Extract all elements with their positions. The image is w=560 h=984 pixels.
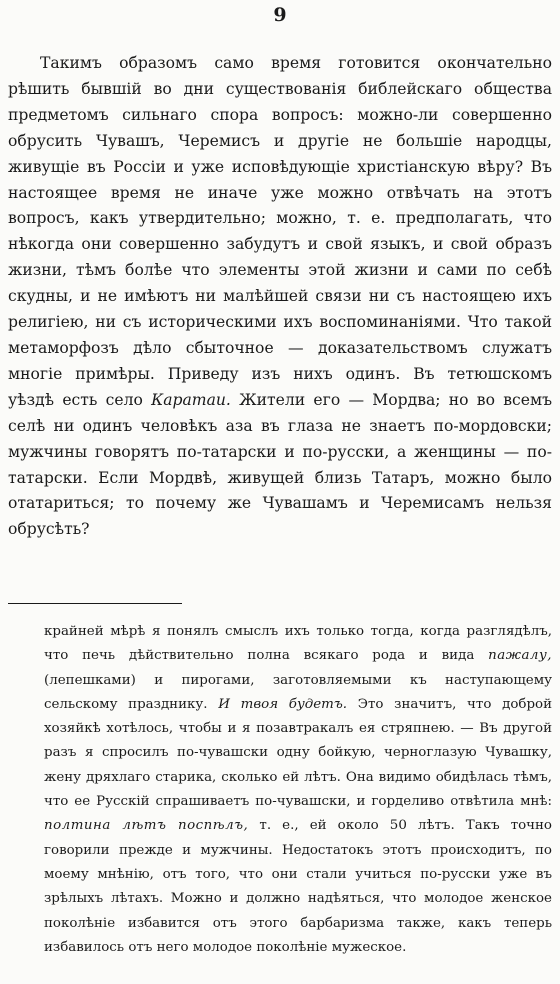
main-text-part-2: Жители его — Мордва; но во всемъ селѣ ни одинъ человѣкъ аза въ глаза не знаетъ по-мордовски; мужчины говорятъ по-татарски и по-русски, а женщины — по-татарски. Если Мордвѣ, живущей близь Татаръ, можно было отатариться; то почему же Чувашамъ и Черемисамъ нельзя обрусѣть? xyxy=(8,390,552,539)
footnote-text-1: крайней мѣрѣ я понялъ смыслъ ихъ только тогда, когда разглядѣлъ, что печь дѣйствительно полна всякаго рода и вида xyxy=(44,624,552,664)
footnote-quote-2: полтина лѣтъ поспѣлъ, xyxy=(44,818,249,834)
footnote-text-3: Это значитъ, что доброй хозяйкѣ хотѣлось, чтобы и я позавтракалъ ея стряпнею. — Въ другой разъ я спросилъ по-чувашски одну бойкую, черноглазую Чувашку, жену дряхлаго старика, сколько ей лѣтъ. Она видимо обидѣлась тѣмъ, что ее Русскій спрашиваетъ по-чувашски, и горделиво отвѣтила мнѣ: xyxy=(44,696,553,810)
footnote-text-2: (лепешками) и пирогами, заготовляемыми къ наступающему сельскому празднику. xyxy=(44,672,552,712)
footnote-separator xyxy=(8,603,182,604)
footnote-text-4: т. е., ей около 50 лѣтъ. Такъ точно говорили прежде и мужчины. Недостатокъ этотъ происходитъ, по моему мнѣнію, отъ того, что они стали учиться по-русски уже въ зрѣлыхъ лѣтахъ. Можно и должно надѣяться, что молодое женское поколѣніе избавится отъ этого барбаризма также, какъ теперь избавилось отъ него молодое поколѣніе мужеское. xyxy=(44,818,552,955)
page-number: 9 xyxy=(273,4,287,26)
footnote-quote-1: И твоя будетъ. xyxy=(218,696,348,712)
main-paragraph xyxy=(8,51,552,543)
footnote-chuvash-word: пажалу, xyxy=(488,648,552,664)
footnote xyxy=(44,620,552,960)
main-text-part-1: Такимъ образомъ само время готовится окончательно рѣшить бывшій во дни существованія библейскаго общества предметомъ сильнаго спора вопросъ: можно-ли совершенно обрусить Чувашъ, Черемисъ и другіе не большіе народцы, живущіе въ Россіи и уже исповѣдующіе христіанскую вѣру? Въ настоящее время не иначе уже можно отвѣчать на этотъ вопросъ, какъ утвердительно; можно, т. е. предполагать, что нѣкогда они совершенно забудутъ и свой языкъ, и свой образъ жизни, тѣмъ болѣе что элементы этой жизни и сами по себѣ скудны, и не имѣютъ ни малѣйшей связи ни съ настоящею ихъ религіею, ни съ историческими ихъ воспоминаніями. Что такой метаморфозъ дѣло сбыточное — доказательствомъ служатъ многіе примѣры. Приведу изъ нихъ одинъ. Въ тетюшскомъ уѣздѣ есть село xyxy=(8,54,552,409)
village-name: Каратаи. xyxy=(151,390,231,409)
